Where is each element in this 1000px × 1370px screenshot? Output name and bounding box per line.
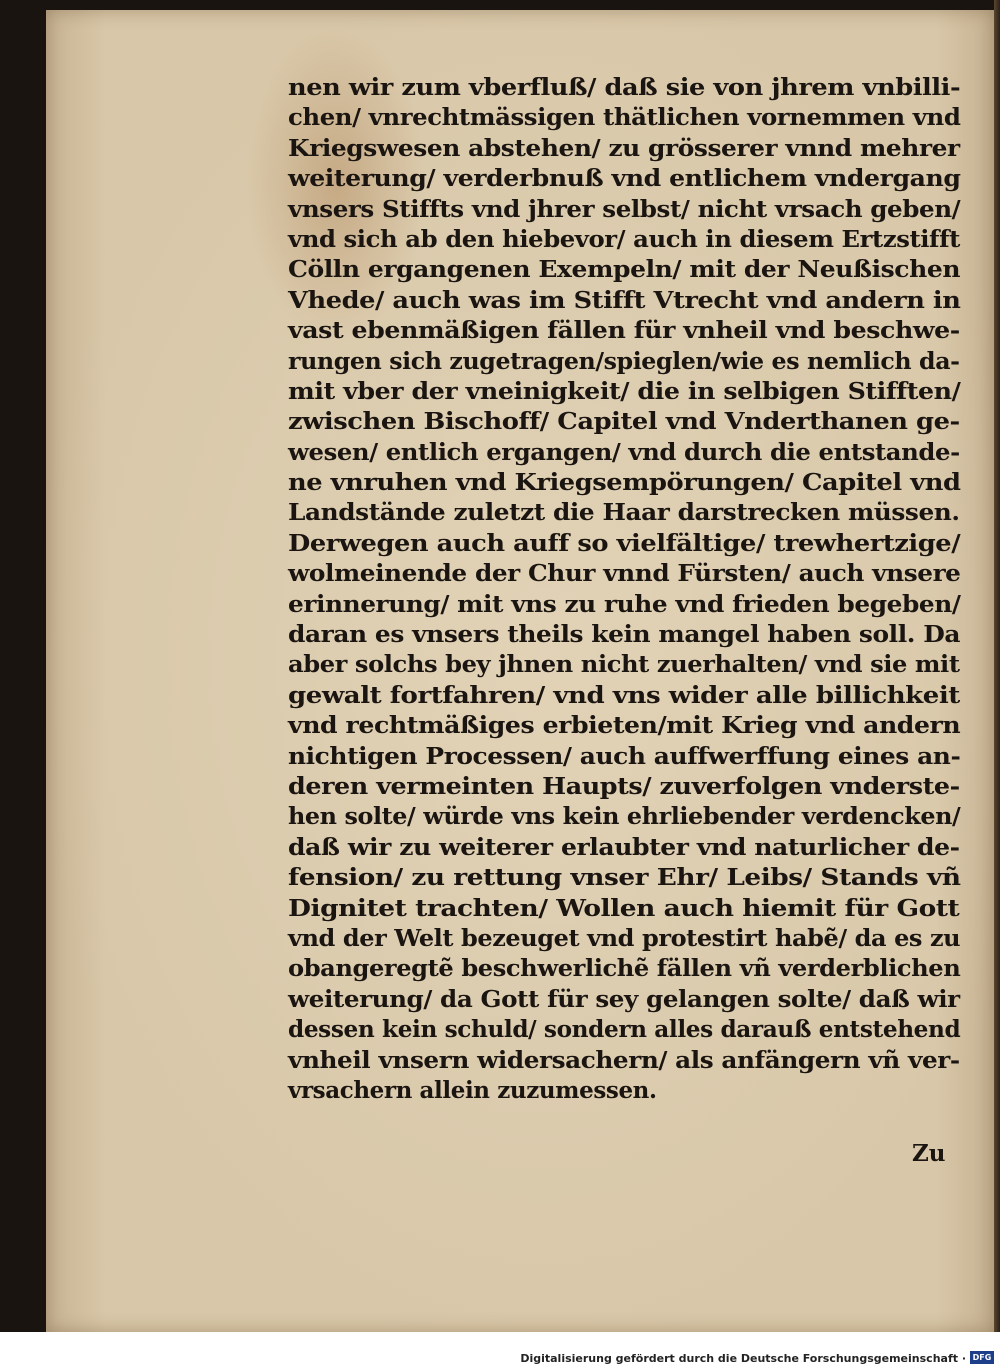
text-line: Vhede/ auch was im Stifft Vtrecht vnd andern in: [288, 286, 961, 314]
catchword: Zu: [912, 1140, 946, 1167]
text-line: aber solchs bey jhnen nicht zuerhalten/ vnd sie mit: [288, 651, 960, 679]
text-line: Kriegswesen abstehen/ zu grösserer vnnd mehrer: [288, 134, 960, 162]
text-line: zwischen Bischoff/ Capitel vnd Vnderthanen ge-: [288, 408, 960, 436]
text-line: Landstände zuletzt die Haar darstrecken müssen.: [288, 499, 960, 527]
text-line: wesen/ entlich ergangen/ vnd durch die entstande-: [288, 438, 960, 466]
text-line: Derwegen auch auff so vielfältige/ trewhertzige/: [288, 529, 961, 557]
page-text: [288, 73, 960, 1106]
text-line: vrsachern allein zuzumessen.: [288, 1076, 657, 1104]
text-line: fension/ zu rettung vnser Ehr/ Leibs/ Stands vñ: [288, 864, 961, 892]
text-line: hen solte/ würde vns kein ehrliebender verdencken/: [288, 803, 961, 831]
text-line: ne vnruhen vnd Kriegsempörungen/ Capitel vnd: [288, 469, 961, 497]
digitization-credit: Digitalisierung gefördert durch die Deutsche Forschungsgemeinschaft ·: [520, 1352, 966, 1365]
text-line: erinnerung/ mit vns zu ruhe vnd frieden begeben/: [288, 590, 961, 618]
text-line: wolmeinende der Chur vnnd Fürsten/ auch vnsere: [288, 560, 961, 588]
text-line: vnsers Stiffts vnd jhrer selbst/ nicht vrsach geben/: [288, 195, 961, 223]
text-line: mit vber der vneinigkeit/ die in selbigen Stifften/: [288, 377, 961, 405]
text-line: nen wir zum vberfluß/ daß sie von jhrem vnbilli-: [288, 74, 961, 101]
dfg-logo: DFG: [970, 1351, 994, 1364]
text-line: chen/ vnrechtmässigen thätlichen vornemmen vnd: [288, 104, 961, 132]
text-line: nichtigen Processen/ auch auffwerffung eines an-: [288, 742, 961, 770]
text-line: daß wir zu weiterer erlaubter vnd naturlicher de-: [288, 833, 960, 861]
text-line: vnd sich ab den hiebevor/ auch in diesem Ertzstifft: [288, 225, 960, 253]
text-line: vast ebenmäßigen fällen für vnheil vnd beschwe-: [288, 317, 960, 345]
text-line: weiterung/ verderbnuß vnd entlichem vndergang: [288, 165, 961, 193]
text-line: deren vermeinten Haupts/ zuverfolgen vnderste-: [288, 772, 960, 800]
text-line: dessen kein schuld/ sondern alles darauß entstehend: [288, 1016, 961, 1044]
text-line: Dignitet trachten/ Wollen auch hiemit für Gott: [288, 894, 960, 922]
text-line: vnheil vnsern widersachern/ als anfängern vñ ver-: [288, 1046, 960, 1074]
text-line: vnd der Welt bezeuget vnd protestirt habẽ/ da es zu: [288, 924, 961, 952]
text-line: vnd rechtmäßiges erbieten/mit Krieg vnd andern: [288, 712, 961, 740]
text-line: gewalt fortfahren/ vnd vns wider alle billichkeit: [288, 681, 960, 709]
text-line: obangeregtẽ beschwerlichẽ fällen vñ verderblichen: [288, 955, 961, 983]
text-line: Cölln ergangenen Exempeln/ mit der Neußischen: [288, 256, 961, 284]
text-line: weiterung/ da Gott für sey gelangen solte/ daß wir: [288, 985, 960, 1013]
text-line: rungen sich zugetragen/spieglen/wie es nemlich da-: [288, 347, 960, 375]
text-line: daran es vnsers theils kein mangel haben soll. Da: [288, 621, 961, 649]
